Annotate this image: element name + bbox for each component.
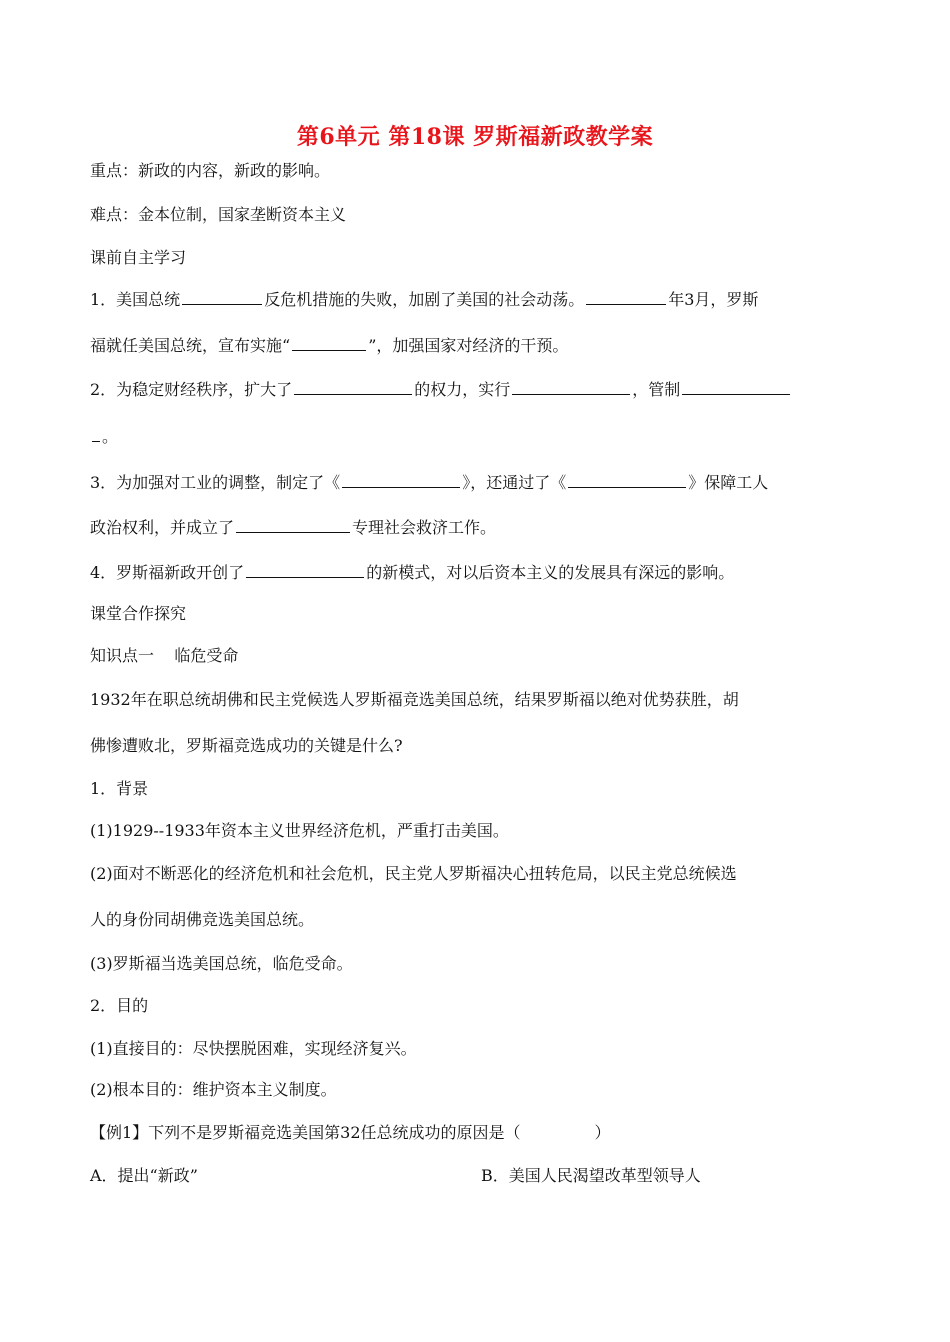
fill-blank[interactable] [236,515,350,533]
goal-item-2: (2)根本目的：维护资本主义制度。 [90,1080,337,1099]
page-title: 第6单元 第18课 罗斯福新政教学案 [296,124,654,150]
intro-paragraph-line-2: 佛惨遭败北，罗斯福竞选成功的关键是什么? [90,736,403,755]
background-item-2-line-1: (2)面对不断恶化的经济危机和社会危机，民主党人罗斯福决心扭转危局，以民主党总统候选 [90,864,737,883]
question-4-line: 4．罗斯福新政开创了 的新模式，对以后资本主义的发展具有深远的影响。 [90,560,734,583]
preclass-heading: 课前自主学习 [90,248,187,267]
intro-paragraph-line-1: 1932年在职总统胡佛和民主党候选人罗斯福竞选美国总统，结果罗斯福以绝对优势获胜，胡 [90,690,739,709]
fill-blank[interactable] [182,287,262,305]
fill-blank[interactable] [586,287,666,305]
question-3-line-2: 政治权利，并成立了 专理社会救济工作。 [90,515,496,538]
question-2-line-2: 。 [90,424,118,447]
fill-blank[interactable] [92,424,100,442]
difficulty-line: 难点：金本位制，国家垄断资本主义 [90,205,347,224]
background-item-3: (3)罗斯福当选美国总统，临危受命。 [90,954,353,973]
example-1-question: 【例1】下列不是罗斯福竞选美国第32任总统成功的原因是（ ） [90,1123,611,1142]
option-a: A．提出“新政” [90,1166,198,1185]
option-b: B．美国人民渴望改革型领导人 [481,1166,701,1185]
goal-item-1: (1)直接目的：尽快摆脱困难，实现经济复兴。 [90,1039,417,1058]
fill-blank[interactable] [512,377,630,395]
question-1-line-1: 1．美国总统 反危机措施的失败，加剧了美国的社会动荡。 年3月，罗斯 [90,287,758,310]
knowledge-point-heading: 知识点一 临危受命 [90,646,239,665]
goal-heading: 2．目的 [90,996,149,1015]
fill-blank[interactable] [682,377,790,395]
fill-blank[interactable] [342,470,460,488]
question-1-line-2: 福就任美国总统，宣布实施“ ”，加强国家对经济的干预。 [90,333,568,356]
fill-blank[interactable] [568,470,686,488]
fill-blank[interactable] [246,560,364,578]
background-heading: 1．背景 [90,779,149,798]
fill-blank[interactable] [292,333,366,351]
inclass-heading: 课堂合作探究 [90,604,187,623]
background-item-2-line-2: 人的身份同胡佛竞选美国总统。 [90,910,315,929]
background-item-1: (1)1929--1933年资本主义世界经济危机，严重打击美国。 [90,821,509,840]
question-3-line-1: 3．为加强对工业的调整，制定了《 》，还通过了《 》保障工人 [90,470,768,493]
focus-line: 重点：新政的内容，新政的影响。 [90,161,331,180]
fill-blank[interactable] [294,377,412,395]
question-2-line-1: 2．为稳定财经秩序，扩大了 的权力，实行 ，管制 [90,377,792,400]
